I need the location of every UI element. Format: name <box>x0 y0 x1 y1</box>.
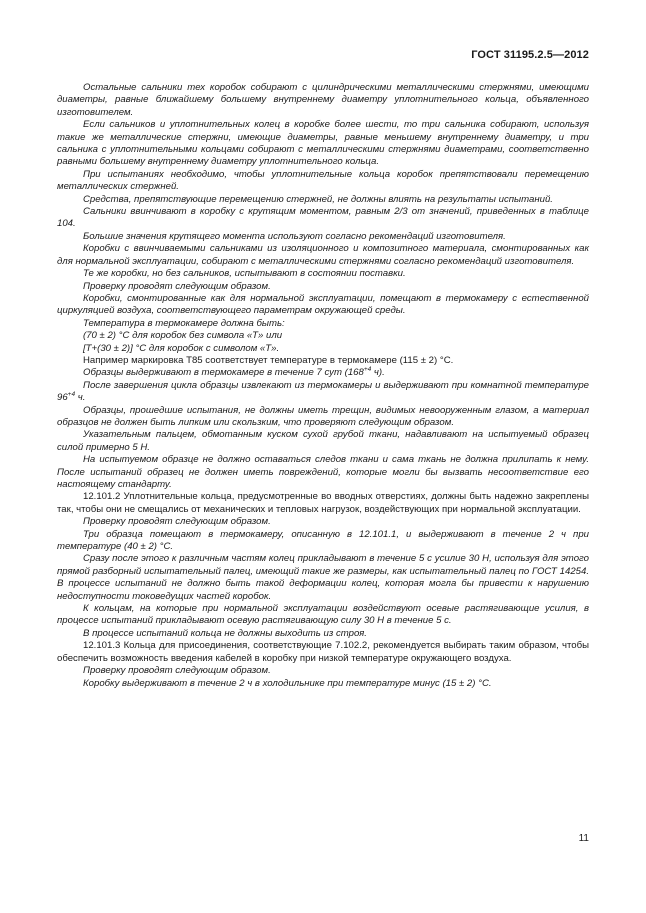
paragraph: Сразу после этого к различным частям колец прикладывают в течение 5 с усилие 30 Н, используя для этого прямой разборный испытательный палец, имеющий такие же размеры, как испытательный палец по ГОСТ 14254. В процессе испытаний не должно быть такой деформации колец, которая могла бы привести к нарушению недоступности токоведущих частей коробок. <box>57 553 589 602</box>
paragraph: Коробку выдерживают в течение 2 ч в холодильнике при температуре минус (15 ± 2) °С. <box>83 677 492 689</box>
paragraph: Сальники ввинчивают в коробку с крутящим моментом, равным 2/3 от значений, приведенных в таблице 104. <box>57 206 589 230</box>
paragraph: Остальные сальники тех коробок собирают с цилиндрическими металлическими стержнями, имеющими диаметры, равные ближайшему большему внутреннему диаметру уплотнительного кольца, объявленного изготовителем. <box>57 82 589 118</box>
paragraph <box>57 380 589 405</box>
paragraph: Три образца помещают в термокамеру, описанную в 12.101.1, и выдерживают в течение 2 ч при температуре (40 ± 2) °С. <box>57 528 589 553</box>
paragraph: Большие значения крутящего момента используют согласно рекомендаций изготовителя. <box>83 230 506 242</box>
paragraph: Проверку проводят следующим образом. <box>83 516 271 528</box>
paragraph <box>57 367 589 379</box>
paragraph-text: ч). <box>371 367 385 379</box>
paragraph-text: После завершения цикла образцы извлекают из термокамеры и выдерживают при комнатной температуре 96 <box>57 379 589 404</box>
paragraph: Проверку проводят следующим образом. <box>83 665 271 677</box>
paragraph: Те же коробки, но без сальников, испытывают в состоянии поставки. <box>83 268 406 280</box>
paragraph-text: Образцы выдерживают в термокамере в течение 7 сут (168 <box>83 367 364 379</box>
paragraph: Если сальников и уплотнительных колец в коробке более шести, то три сальника собирают, используя такие же металлические стержни, имеющие диаметры, равные меньшему внутреннему диаметру, и три сальника с уплотнительными кольцами собирают с металлическими стержнями диаметрами, соответственно равными большему внутреннему диаметру уплотнительного кольца. <box>57 119 589 168</box>
paragraph: Коробки с ввинчиваемыми сальниками из изоляционного и композитного материала, смонтированных как для нормальной эксплуатации, собирают с металлическими стержнями согласно рекомендаций изготовителя. <box>57 243 589 267</box>
paragraph: (70 ± 2) °С для коробок без символа «Т» или <box>83 330 283 342</box>
paragraph: Указательным пальцем, обмотанным куском сухой грубой ткани, надавливают на испытуемый образец силой примерно 5 Н. <box>57 429 589 453</box>
superscript-tolerance: +4 <box>67 391 76 399</box>
paragraph: При испытаниях необходимо, чтобы уплотнительные кольца коробок препятствовали перемещению металлических стержней. <box>57 168 589 193</box>
paragraph: Например маркировка T85 соответствует температуре в термокамере (115 ± 2) °С. <box>83 354 454 366</box>
paragraph: 12.101.3 Кольца для присоединения, соответствующие 7.102.2, рекомендуется выбирать таким образом, чтобы обеспечить возможность введения кабелей в коробку при низкой температуре окружающего воздуха. <box>57 640 589 664</box>
paragraph: К кольцам, на которые при нормальной эксплуатации воздействуют осевые растягивающие усилия, в процессе испытаний прикладывают осевую растягивающую силу 30 Н в течение 5 с. <box>57 603 589 627</box>
paragraph: Температура в термокамере должна быть: <box>83 317 285 329</box>
paragraph: Образцы, прошедшие испытания, не должны иметь трещин, видимых невооруженным глазом, а материал образцов не должен быть липким или скользким, что проверяют следующим образом. <box>57 404 589 428</box>
paragraph: В процессе испытаний кольца не должны выходить из строя. <box>83 627 367 639</box>
document-body <box>57 82 589 690</box>
paragraph: [T+(30 ± 2)] °С для коробок с символом «Т». <box>83 342 280 354</box>
paragraph: Проверку проводят следующим образом. <box>83 280 271 292</box>
paragraph: Коробки, смонтированные как для нормальной эксплуатации, помещают в термокамеру с естественной циркуляцией воздуха, соответствующего параметрам окружающей среды. <box>57 292 589 317</box>
paragraph-text: ч. <box>75 392 86 404</box>
paragraph: 12.101.2 Уплотнительные кольца, предусмотренные во вводных отверстиях, должны быть надежно закреплены так, чтобы они не смещались от механических и тепловых нагрузок, воздействующих при нормальной эксплуатации. <box>57 491 589 515</box>
paragraph: Средства, препятствующие перемещению стержней, не должны влиять на результаты испытаний. <box>83 193 553 205</box>
document-code-header: ГОСТ 31195.2.5—2012 <box>471 49 589 61</box>
page-number: 11 <box>578 833 589 844</box>
paragraph: На испытуемом образце не должно оставаться следов ткани и сама ткань не должна прилипать к нему. После испытаний образец не должен иметь повреждений, которые могли бы вызвать несоответствие его настоящему стандарту. <box>57 454 589 490</box>
superscript-tolerance: +4 <box>363 366 372 374</box>
